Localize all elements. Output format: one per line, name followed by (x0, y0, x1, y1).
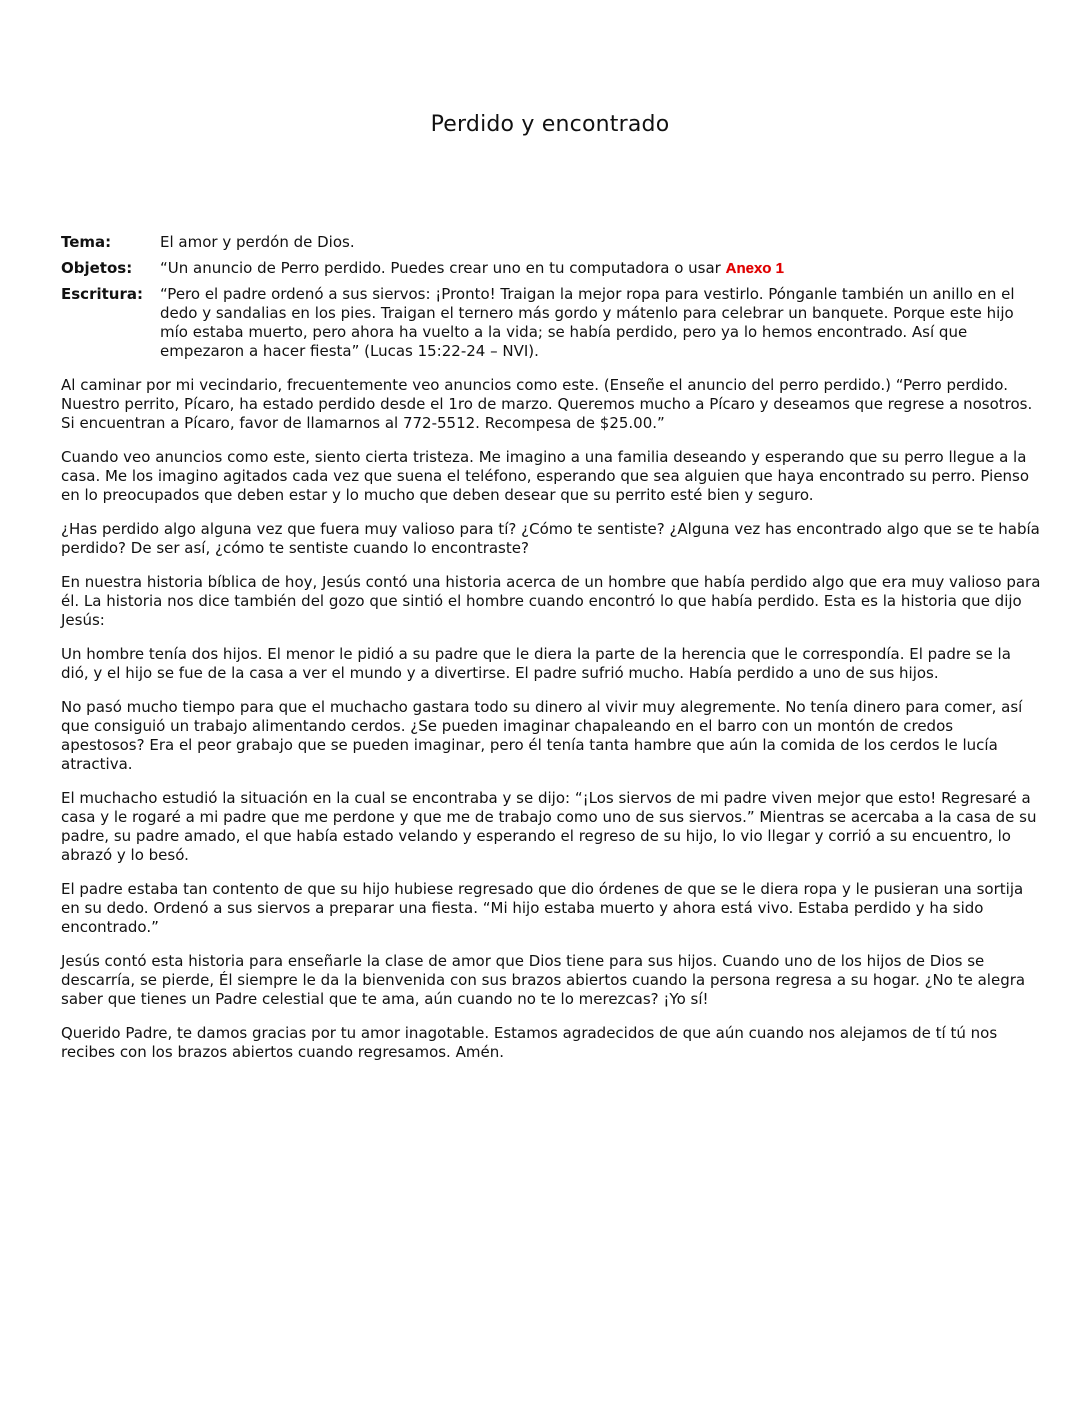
meta-value (160, 259, 1041, 278)
paragraph: El muchacho estudió la situación en la cual se encontraba y se dijo: “¡Los siervos de mi padre viven mejor que esto! Regresaré a casa y le rogaré a mi padre que me perdone y que me de trabajo como uno de sus siervos.” Mientras se acercaba a la casa de su padre, su padre amado, el que había estado velando y esperando el regreso de su hijo, lo vio llegar y corrió a su encuentro, lo abrazó y lo besó. (61, 789, 1037, 864)
meta-label: Escritura: (61, 285, 143, 303)
paragraph: No pasó mucho tiempo para que el muchacho gastara todo su dinero al vivir muy alegremente. No tenía dinero para comer, así que consiguió un trabajo alimentando cerdos. ¿Se pueden imaginar chapaleando en el barro con un montón de credos apestosos? Era el peor grabajo que se pueden imaginar, pero él tenía tanta hambre que aún la comida de los cerdos le lucía atractiva. (61, 698, 1023, 773)
closing-prayer: Querido Padre, te damos gracias por tu amor inagotable. Estamos agradecidos de que aún cuando nos alejamos de tí tú nos recibes con los brazos abiertos cuando regresamos. Amén. (61, 1024, 998, 1061)
meta-value: “Pero el padre ordenó a sus siervos: ¡Pronto! Traigan la mejor ropa para vestirlo. Pónganle también un anillo en el dedo y sandalias en los pies. Traigan el ternero más gordo y mátenlo para celebrar un banquete. Porque este hijo mío estaba muerto, pero ahora ha vuelto a la vida; se había perdido, pero ya lo hemos encontrado. Así que empezaron a hacer fiesta” (Lucas 15:22-24 – NVI). (160, 285, 1015, 360)
paragraph: Cuando veo anuncios como este, siento cierta tristeza. Me imagino a una familia deseando y esperando que su perro llegue a la casa. Me los imagino agitados cada vez que suena el teléfono, esperando que sea alguien que haya encontrado su perro. Pienso en lo preocupados que deben estar y lo mucho que deben desear que su perrito esté bien y seguro. (61, 448, 1030, 504)
meta-label: Tema: (61, 233, 112, 251)
paragraph: El padre estaba tan contento de que su hijo hubiese regresado que dio órdenes de que se le diera ropa y le pusieran una sortija en su dedo. Ordenó a sus siervos a preparar una fiesta. “Mi hijo estaba muerto y ahora está vivo. Estaba perdido y ha sido encontrado.” (61, 880, 1024, 936)
meta-row-objetos (61, 259, 1041, 278)
anexo-link[interactable]: Anexo 1 (725, 260, 784, 277)
meta-label: Objetos: (61, 259, 133, 277)
lesson-body (61, 376, 1041, 1077)
meta-value-text: “Un anuncio de Perro perdido. Puedes crear uno en tu computadora o usar (160, 259, 726, 277)
meta-row-tema (61, 233, 1041, 252)
paragraph: Al caminar por mi vecindario, frecuentemente veo anuncios como este. (Enseñe el anuncio del perro perdido.) “Perro perdido. Nuestro perrito, Pícaro, ha estado perdido desde el 1ro de marzo. Queremos mucho a Pícaro y deseamos que regrese a nosotros. Si encuentran a Pícaro, favor de llamarnos al 772-5512. Recompesa de $25.00.” (61, 376, 1033, 432)
paragraph: En nuestra historia bíblica de hoy, Jesús contó una historia acerca de un hombre que había perdido algo que era muy valioso para él. La historia nos dice también del gozo que sintió el hombre cuando encontró lo que había perdido. Esta es la historia que dijo Jesús: (61, 573, 1041, 629)
lesson-meta (61, 233, 1041, 368)
paragraph: Jesús contó esta historia para enseñarle la clase de amor que Dios tiene para sus hijos. Cuando uno de los hijos de Dios se descarría, se pierde, Él siempre le da la bienvenida con sus brazos abiertos cuando la persona regresa a su hogar. ¿No te alegra saber que tienes un Padre celestial que te ama, aún cuando no te lo merezcas? ¡Yo sí! (61, 952, 1026, 1008)
paragraph: ¿Has perdido algo alguna vez que fuera muy valioso para tí? ¿Cómo te sentiste? ¿Alguna vez has encontrado algo que se te había perdido? De ser así, ¿cómo te sentiste cuando lo encontraste? (61, 520, 1040, 557)
meta-value: El amor y perdón de Dios. (160, 233, 355, 251)
meta-row-escritura (61, 285, 1041, 361)
paragraph: Un hombre tenía dos hijos. El menor le pidió a su padre que le diera la parte de la herencia que le correspondía. El padre se la dió, y el hijo se fue de la casa a ver el mundo y a divertirse. El padre sufrió mucho. Había perdido a uno de sus hijos. (61, 645, 1011, 682)
page-title: Perdido y encontrado (430, 112, 670, 137)
